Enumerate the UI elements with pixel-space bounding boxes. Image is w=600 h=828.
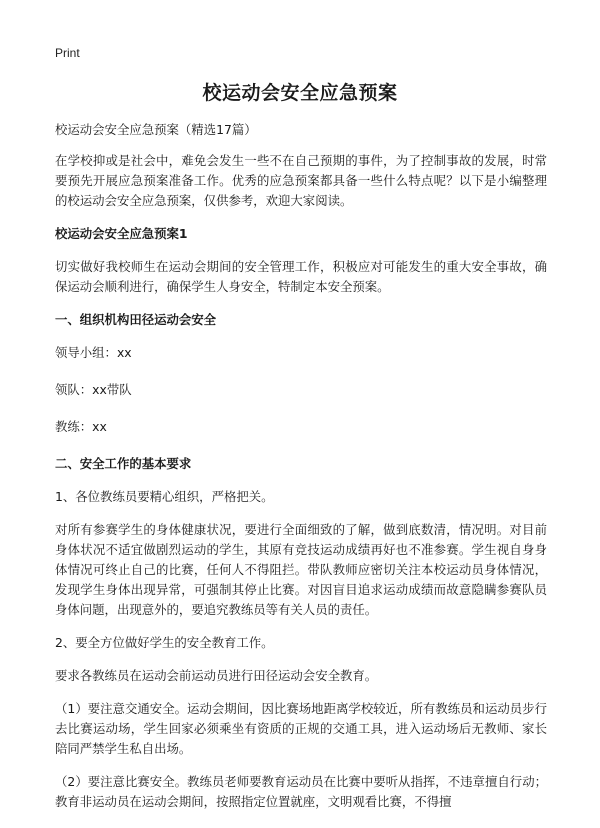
section-title: 校运动会安全应急预案1 xyxy=(55,226,188,241)
team-leader-line: 领队：xx带队 xyxy=(55,382,132,397)
heading-requirements: 二、安全工作的基本要求 xyxy=(55,456,192,471)
requirement-2-body: 要求各教练员在运动会前运动员进行田径运动会安全教育。 xyxy=(55,668,378,683)
item-competition-safety: （2）要注意比赛安全。教练员老师要教育运动员在比赛中要听从指挥，不违章擅自行动；教育非运动员在运动会期间，按照指定位置就座，文明观看比赛，不得擅 xyxy=(55,774,547,809)
requirement-2-title: 2、要全方位做好学生的安全教育工作。 xyxy=(55,635,274,650)
page-title: 校运动会安全应急预案 xyxy=(202,82,398,104)
leader-group-line: 领导小组：xx xyxy=(55,345,132,360)
requirement-1-body: 对所有参赛学生的身体健康状况，要进行全面细致的了解，做到底数清，情况明。对目前身体状况不适宜做剧烈运动的学生，其原有竞技运动成绩再好也不准参赛。学生视自身身体情况可终止自己的比赛，任何人不得阻拦。带队教师应密切关注本校运动员身体情况，发现学生身体出现异常，可强制其停止比赛。对因盲目追求运动成绩而故意隐瞒参赛队员身体问题，出现意外的，要追究教练员等有关人员的责任。 xyxy=(55,522,547,617)
document-body xyxy=(55,120,547,825)
coach-line: 教练：xx xyxy=(55,419,107,434)
print-link[interactable]: Print xyxy=(55,46,80,60)
section-intro-paragraph: 切实做好我校师生在运动会期间的安全管理工作，积极应对可能发生的重大安全事故，确保运动会顺利进行，确保学生人身安全，特制定本安全预案。 xyxy=(55,259,547,294)
requirement-1-title: 1、各位教练员要精心组织，严格把关。 xyxy=(55,489,274,504)
item-traffic-safety: （1）要注意交通安全。运动会期间，因比赛场地距离学校较近，所有教练员和运动员步行去比赛运动场，学生回家必须乘坐有资质的正规的交通工具，进入运动场后无教师、家长陪同严禁学生私自出场。 xyxy=(55,701,547,756)
heading-organization: 一、组织机构田径运动会安全 xyxy=(55,312,217,327)
document-subtitle: 校运动会安全应急预案（精选17篇） xyxy=(55,122,257,137)
intro-paragraph: 在学校抑或是社会中，难免会发生一些不在自己预期的事件，为了控制事故的发展，时常要预先开展应急预案准备工作。优秀的应急预案都具备一些什么特点呢？以下是小编整理的校运动会安全应急预案，仅供参考，欢迎大家阅读。 xyxy=(55,153,547,208)
